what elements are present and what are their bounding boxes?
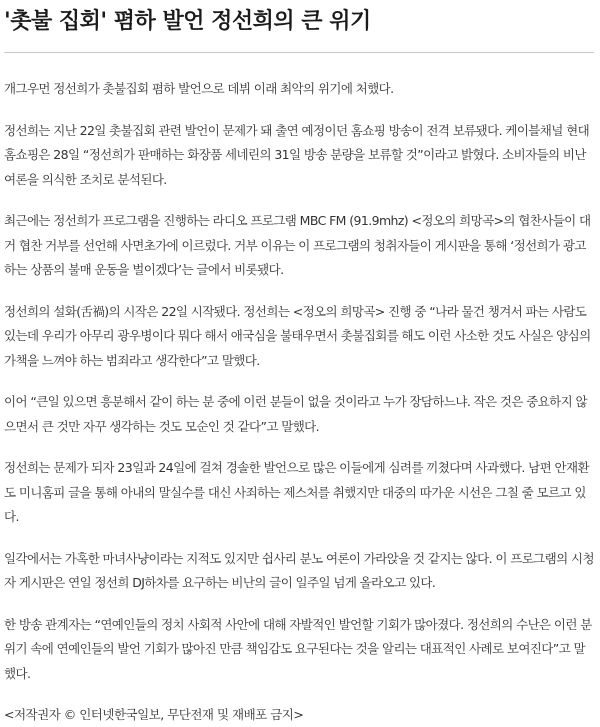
article-paragraph: 정선희는 문제가 되자 23일과 24일에 걸쳐 경솔한 발언으로 많은 이들에게 심려를 끼쳤다며 사과했다. 남편 안재환도 미니홈피 글을 통해 아내의 말실수를 대신 사죄하는 제스처를 취했지만 대중의 따가운 시선은 그칠 줄 모르고 있다. bbox=[4, 460, 589, 524]
article-body bbox=[4, 77, 594, 686]
article-headline: '촛불 집회' 폄하 발언 정선희의 큰 위기 bbox=[4, 9, 371, 34]
article-paragraph: 일각에서는 가혹한 마녀사냥이라는 지적도 있지만 쉽사리 분노 여론이 가라앉을 것 같지는 않다. 이 프로그램의 시청자 게시판은 연일 정선희 DJ하차를 요구하는 비난의 글이 일주일 넘게 올라오고 있다. bbox=[4, 550, 594, 590]
headline-divider bbox=[4, 52, 594, 53]
article-paragraph: 정선희의 설화(舌禍)의 시작은 22일 시작됐다. 정선희는 <정오의 희망곡> 진행 중 “나라 물건 챙겨서 파는 사람도 있는데 우리가 아무리 광우병이다 뭐다 해서 애국심을 불태우면서 촛불집회를 해도 이런 사소한 것도 사실은 양심의 가책을 느껴야 하는 범죄라고 생각한다”고 말했다. bbox=[4, 303, 591, 368]
article bbox=[4, 0, 594, 727]
article-paragraph: 최근에는 정선희가 프로그램을 진행하는 라디오 프로그램 MBC FM (91.9mhz) <정오의 희망곡>의 협찬사들이 대거 협찬 거부를 선언해 사면초가에 이르렀다. 거부 이유는 이 프로그램의 청취자들이 게시판을 통해 ‘정선희가 광고하는 상품의 불매 운동을 벌이겠다’는 글에서 비롯됐다. bbox=[4, 213, 591, 277]
article-paragraph: 한 방송 관계자는 “연예인들의 정치 사회적 사안에 대해 자발적인 발언할 기회가 많아졌다. 정선희의 수난은 이런 분위기 속에 연예인들의 발언 기회가 많아진 만큼 책임감도 요구된다는 것을 알리는 대표적인 사례로 보여진다”고 말했다. bbox=[4, 616, 592, 681]
article-paragraph: 정선희는 지난 22일 촛불집회 관련 발언이 문제가 돼 출연 예정이던 홈쇼핑 방송이 전격 보류됐다. 케이블채널 현대 홈쇼핑은 28일 “정선희가 판매하는 화장품 세네린의 31일 방송 분량을 보류할 것”이라고 밝혔다. 소비자들의 비난여론을 의식한 조치로 분석된다. bbox=[4, 122, 590, 187]
article-paragraph: 이어 “큰일 있으면 흥분해서 같이 하는 분 중에 이런 분들이 없을 것이라고 누가 장담하느냐. 작은 것은 중요하지 않으면서 큰 것만 자꾸 생각하는 것도 모순인 것 같다”고 말했다. bbox=[4, 394, 587, 434]
copyright-notice: <저작권자 © 인터넷한국일보, 무단전재 및 재배포 금지> bbox=[4, 707, 304, 722]
article-paragraph: 개그우먼 정선희가 촛불집회 폄하 발언으로 데뷔 이래 최악의 위기에 처했다. bbox=[4, 81, 394, 96]
